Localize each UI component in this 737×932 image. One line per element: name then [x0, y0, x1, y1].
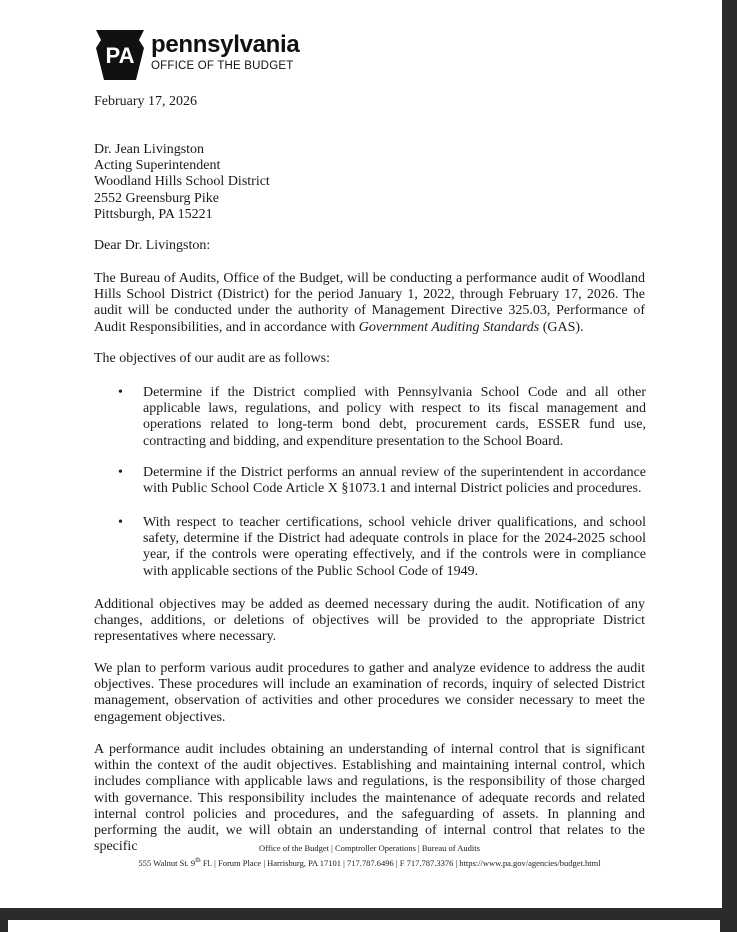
gas-title: Government Auditing Standards — [358, 319, 540, 335]
bullet-icon: • — [118, 385, 123, 400]
recipient-address — [94, 142, 270, 223]
bullet-icon: • — [118, 515, 123, 530]
recipient-name: Dr. Jean Livingston — [94, 142, 205, 157]
bullet-icon: • — [118, 465, 123, 480]
pa-budget-logo — [94, 30, 354, 80]
recipient-organization: Woodland Hills School District — [94, 174, 270, 190]
recipient-city: Pittsburgh, PA 15221 — [94, 206, 213, 222]
viewer-side-frame — [722, 0, 737, 908]
footer-address-start: 555 Walnut St. 9 — [138, 857, 196, 868]
logo-name: pennsylvania — [151, 31, 300, 58]
intro-text-end: (GAS). — [539, 319, 584, 335]
logo-office: OFFICE OF THE BUDGET — [151, 60, 294, 72]
recipient-street: 2552 Greensburg Pike — [94, 190, 219, 206]
intro-text: The Bureau of Audits, Office of the Budget, will be conducting a performance audit of Woodland Hills School District (District) for the period January 1, 2022, through February 17, 2026. The audit will be conducted under the authority of Management Directive 325.03, Performance of Audit Responsibilities, and in accordance with — [94, 271, 645, 335]
footer-address-rest: Fl. | Forum Place | Harrisburg, PA 17101 | 717.787.6496 | F 717.787.3376 | https://www.pa.gov/agencies/budget.html — [200, 857, 601, 868]
salutation: Dear Dr. Livingston: — [94, 238, 211, 253]
recipient-title: Acting Superintendent — [94, 158, 221, 174]
objective-text: Determine if the District performs an annual review of the superintendent in accordance with Public School Code Article X §1073.1 and internal District policies and procedures. — [143, 465, 646, 497]
logo-mark-text: PA — [105, 43, 135, 68]
footer-address-line — [94, 855, 645, 868]
procedures-paragraph: We plan to perform various audit procedures to gather and analyze evidence to address the audit objectives. These procedures will include an examination of records, inquiry of selected District management, observation of activities and other procedures we consider necessary to meet the engagement objectives. — [94, 661, 645, 725]
next-page-edge — [8, 920, 720, 932]
objective-text: With respect to teacher certifications, school vehicle driver qualifications, and school safety, determine if the District had adequate controls in place for the 2024-2025 school year, if the controls were operating effectively, and if the controls were in compliance with applicable sections of the Public School Code of 1949. — [143, 515, 646, 579]
letter-date: February 17, 2026 — [94, 94, 198, 109]
footer-address-sup: th — [195, 856, 201, 864]
intro-paragraph — [94, 271, 645, 336]
objective-text: Determine if the District complied with Pennsylvania School Code and all other applicable laws, regulations, and policy with respect to its fiscal management and operations related to long-term bond debt, procurement cards, ESSER fund use, contracting and bidding, and expenditure presentation to the School Board. — [143, 385, 646, 449]
footer-office-line: Office of the Budget | Comptroller Operations | Bureau of Audits — [259, 843, 480, 853]
additional-objectives-paragraph: Additional objectives may be added as deemed necessary during the audit. Notification of any changes, additions, or deletions of objectives will be provided to the appropriate District representatives where necessary. — [94, 597, 645, 645]
objectives-intro: The objectives of our audit are as follows: — [94, 351, 330, 366]
keystone-logo-icon — [94, 30, 146, 80]
internal-control-paragraph: A performance audit includes obtaining an understanding of internal control that is significant within the context of the audit objectives. Establishing and maintaining internal control, which includes compliance with applicable laws and regulations, is the responsibility of those charged with governance. This responsibility includes the maintenance of adequate records and related internal control policies and procedures, and the safeguarding of assets. In planning and performing the audit, we will obtain an understanding of internal control that relates to the specific — [94, 742, 645, 855]
